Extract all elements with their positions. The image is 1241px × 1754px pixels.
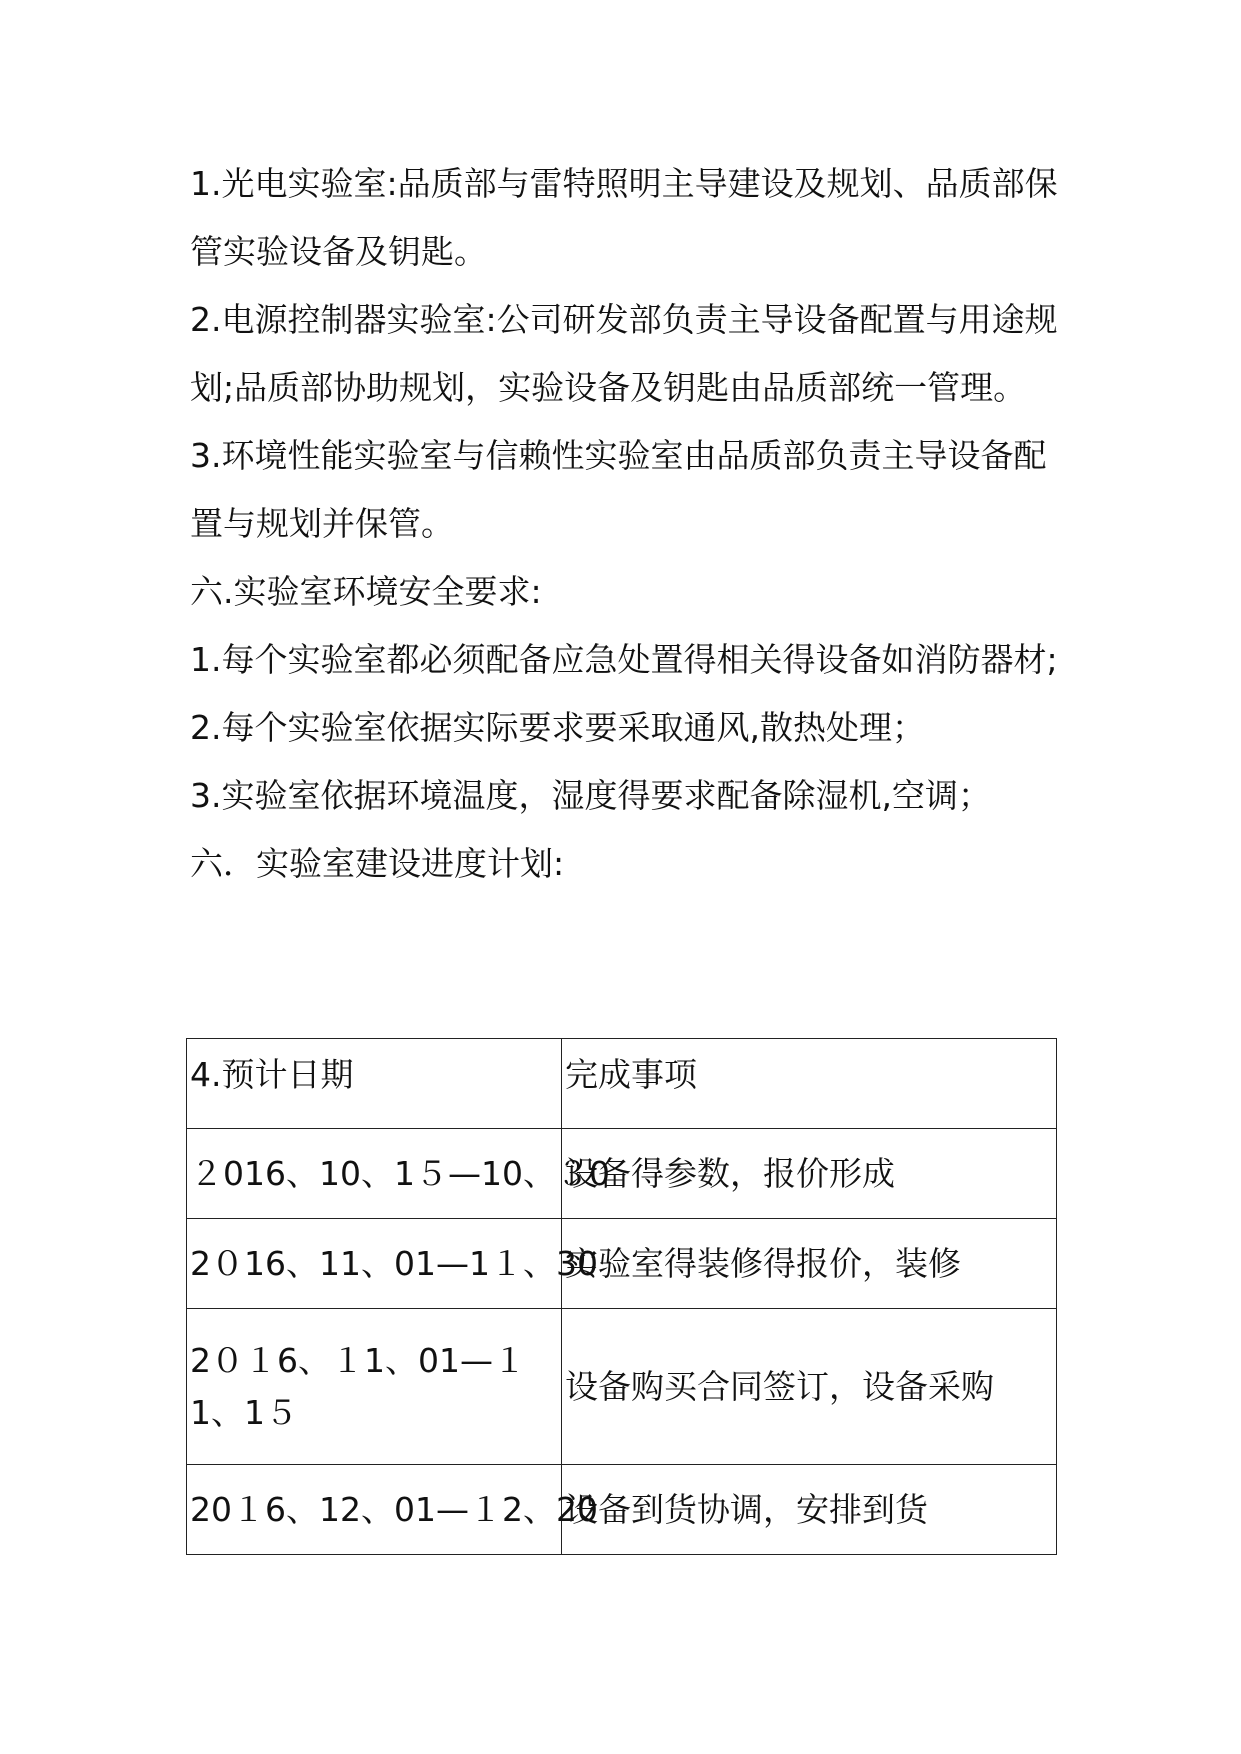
section-heading-construction-schedule: 六．实验室建设进度计划:: [190, 844, 565, 883]
header-completed-item: 完成事项: [562, 1039, 1057, 1129]
table-row: [187, 1129, 1057, 1219]
table-cell-task: 设备到货协调，安排到货: [562, 1465, 1057, 1555]
table-cell-date: ２016、10、1５—10、３0: [187, 1129, 562, 1219]
table-cell-date: 2０１6、１1、01—１1、1５: [187, 1309, 562, 1465]
table-header-row: [187, 1039, 1057, 1129]
table-cell-date: 20１6、12、01—１2、20: [187, 1465, 562, 1555]
header-expected-date: 4.预计日期: [187, 1039, 562, 1129]
paragraph-emergency-equipment: 1.每个实验室都必须配备应急处置得相关得设备如消防器材;: [190, 640, 1058, 679]
paragraph-optoelectronic-lab: 1.光电实验室:品质部与雷特照明主导建设及规划、品质部保管实验设备及钥匙。: [190, 164, 1058, 271]
table-cell-task: 实验室得装修得报价，装修: [562, 1219, 1057, 1309]
paragraph-temperature-humidity: 3.实验室依据环境温度，湿度得要求配备除湿机,空调；: [190, 776, 991, 815]
schedule-table: [186, 1038, 1057, 1555]
table-cell-date: 2０16、11、01—1１、30: [187, 1219, 562, 1309]
paragraph-environment-reliability-lab: 3.环境性能实验室与信赖性实验室由品质部负责主导设备配置与规划并保管。: [190, 436, 1047, 543]
paragraph-ventilation: 2.每个实验室依据实际要求要采取通风,散热处理；: [190, 708, 925, 747]
table-cell-task: 设备购买合同签订，设备采购: [562, 1309, 1057, 1465]
table-row: [187, 1219, 1057, 1309]
table-row: [187, 1309, 1057, 1465]
section-heading-safety-requirements: 六.实验室环境安全要求:: [190, 572, 542, 611]
table-row: [187, 1465, 1057, 1555]
table-cell-task: 设备得参数，报价形成: [562, 1129, 1057, 1219]
paragraph-power-controller-lab: 2.电源控制器实验室:公司研发部负责主导设备配置与用途规划;品质部协助规划，实验设备及钥匙由品质部统一管理。: [190, 300, 1058, 407]
